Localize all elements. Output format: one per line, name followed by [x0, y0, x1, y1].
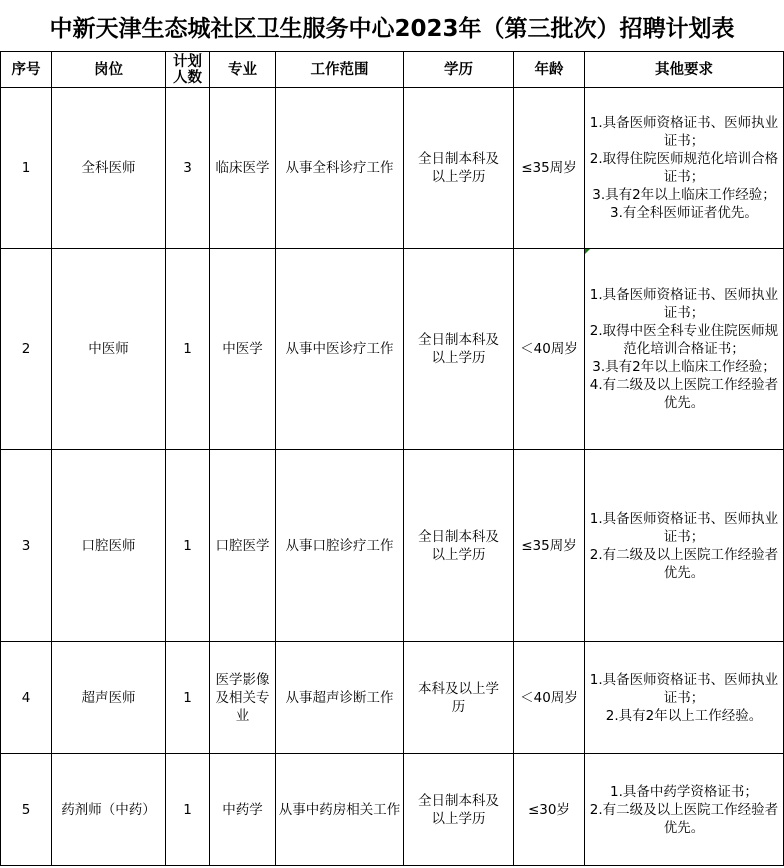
cell-position: 全科医师 [52, 88, 166, 249]
header-major: 专业 [210, 52, 276, 88]
cell-requirements [585, 88, 784, 249]
requirement-item: 2.具有2年以上工作经验。 [605, 707, 763, 724]
cell-position: 口腔医师 [52, 450, 166, 642]
cell-age: ＜40周岁 [514, 249, 585, 450]
cell-scope: 从事中医诊疗工作 [276, 249, 404, 450]
cell-count: 1 [166, 249, 210, 450]
header-count: 计划人数 [166, 52, 210, 88]
cell-index: 1 [1, 88, 52, 249]
page-title: 中新天津生态城社区卫生服务中心2023年（第三批次）招聘计划表 [49, 15, 735, 42]
requirement-item: 4.有二级及以上医院工作经验者优先。 [589, 377, 779, 411]
requirement-item: 1.具备医师资格证书、医师执业证书； [589, 671, 779, 706]
header-age: 年龄 [514, 52, 585, 88]
requirement-item: 1.具备中药学资格证书； [610, 783, 758, 800]
cell-index: 2 [1, 249, 52, 450]
cell-position: 超声医师 [52, 642, 166, 754]
cell-requirements [585, 642, 784, 754]
cell-education: 全日制本科及以上学历 [404, 249, 514, 450]
cell-index: 4 [1, 642, 52, 754]
cell-education: 全日制本科及以上学历 [404, 450, 514, 642]
cell-education: 全日制本科及以上学历 [404, 754, 514, 866]
cell-major: 临床医学 [210, 88, 276, 249]
cell-major: 中医学 [210, 249, 276, 450]
table-row [1, 88, 784, 249]
cell-count: 3 [166, 88, 210, 249]
cell-requirements [585, 754, 784, 866]
cell-scope: 从事口腔诊疗工作 [276, 450, 404, 642]
cell-scope: 从事全科诊疗工作 [276, 88, 404, 249]
cell-education: 本科及以上学历 [404, 642, 514, 754]
cell-position: 药剂师（中药） [52, 754, 166, 866]
requirement-item: 3.具有2年以上临床工作经验； [592, 187, 776, 203]
cell-education: 全日制本科及以上学历 [404, 88, 514, 249]
cell-comment-marker-icon [585, 249, 590, 254]
table-row [1, 642, 784, 754]
requirement-item: 2.有二级及以上医院工作经验者优先。 [589, 546, 779, 581]
table-header-row [1, 52, 784, 88]
cell-requirements [585, 249, 784, 450]
header-position: 岗位 [52, 52, 166, 88]
header-scope: 工作范围 [276, 52, 404, 88]
cell-age: ≤35周岁 [514, 88, 585, 249]
cell-position: 中医师 [52, 249, 166, 450]
cell-major: 中药学 [210, 754, 276, 866]
requirement-item: 1.具备医师资格证书、医师执业证书； [589, 115, 779, 149]
cell-major: 口腔医学 [210, 450, 276, 642]
table-row [1, 754, 784, 866]
header-requirements: 其他要求 [585, 52, 784, 88]
cell-index: 3 [1, 450, 52, 642]
cell-count: 1 [166, 642, 210, 754]
requirement-item: 2.取得中医全科专业住院医师规范化培训合格证书； [589, 323, 779, 357]
cell-scope: 从事中药房相关工作 [276, 754, 404, 866]
requirement-item: 2.有二级及以上医院工作经验者优先。 [589, 801, 779, 836]
cell-requirements [585, 450, 784, 642]
cell-count: 1 [166, 754, 210, 866]
cell-scope: 从事超声诊断工作 [276, 642, 404, 754]
requirement-item: 3.具有2年以上临床工作经验； [592, 359, 776, 375]
table-row [1, 249, 784, 450]
cell-count: 1 [166, 450, 210, 642]
cell-index: 5 [1, 754, 52, 866]
table-row [1, 450, 784, 642]
cell-age: ≤30岁 [514, 754, 585, 866]
cell-major: 医学影像及相关专业 [210, 642, 276, 754]
requirement-item: 1.具备医师资格证书、医师执业证书； [589, 287, 779, 321]
header-index: 序号 [1, 52, 52, 88]
recruitment-plan-table [0, 51, 784, 866]
requirement-item: 1.具备医师资格证书、医师执业证书； [589, 510, 779, 545]
requirement-item: 2.取得住院医师规范化培训合格证书； [589, 151, 779, 185]
requirement-item: 3.有全科医师证者优先。 [610, 205, 758, 221]
cell-age: ＜40周岁 [514, 642, 585, 754]
cell-age: ≤35周岁 [514, 450, 585, 642]
header-education: 学历 [404, 52, 514, 88]
